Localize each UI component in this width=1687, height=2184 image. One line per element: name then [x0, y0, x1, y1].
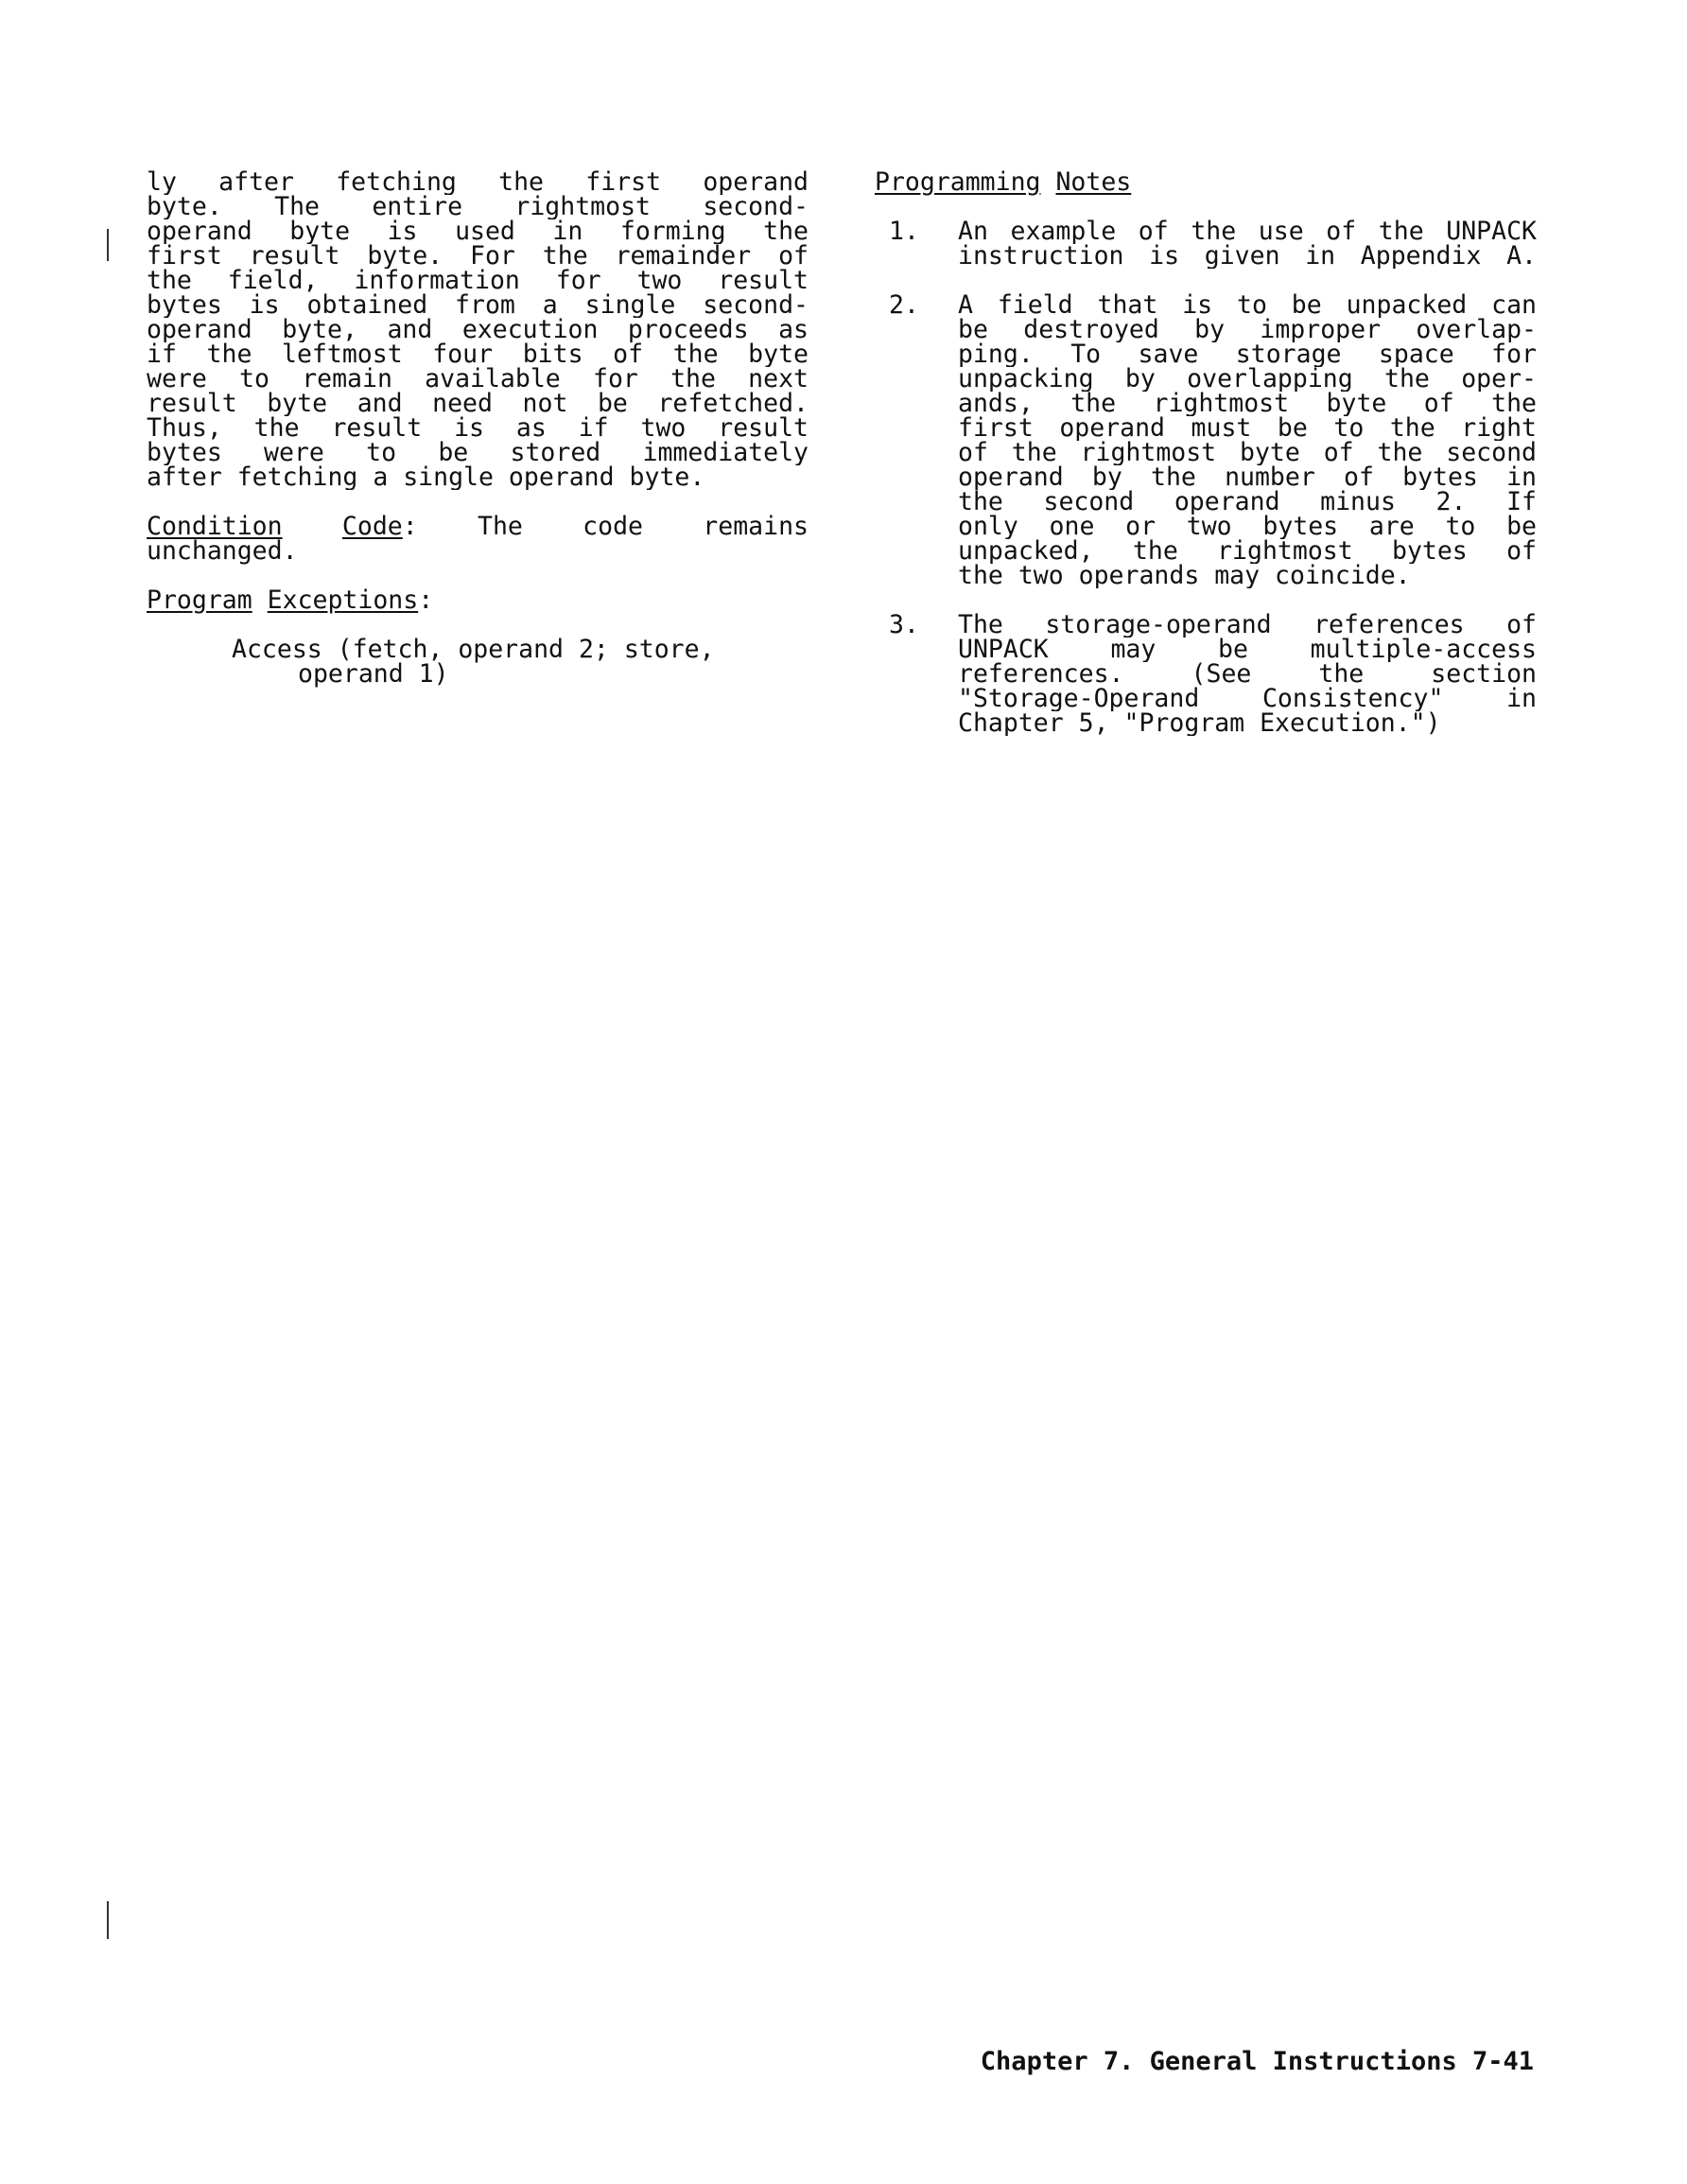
programming-note — [875, 610, 1537, 736]
note-line: UNPACK may be multiple-access — [958, 638, 1537, 662]
note-line: unpacking by overlapping the oper- — [958, 367, 1537, 392]
paragraph-continuation — [147, 170, 809, 490]
condition-code-section — [147, 515, 809, 564]
note-line: only one or two bytes are to be — [958, 515, 1537, 539]
note-number: 1. — [889, 217, 919, 246]
program-exceptions-heading-word2: Exceptions — [267, 585, 419, 615]
note-line: operand by the number of bytes in — [958, 465, 1537, 490]
text-line: first result byte. For the remainder of — [147, 244, 809, 269]
condition-code-heading-word1: Condition — [147, 515, 283, 539]
note-line: of the rightmost byte of the second — [958, 441, 1537, 465]
program-exceptions-access: Access (fetch, operand 2; store, — [232, 635, 715, 664]
program-exceptions-access-cont: operand 1) — [298, 659, 449, 689]
text-line: operand byte, and execution proceeds as — [147, 318, 809, 342]
program-exceptions-heading-word1: Program — [147, 585, 252, 615]
note-line: the second operand minus 2. If — [958, 490, 1537, 515]
text-line: if the leftmost four bits of the byte — [147, 342, 809, 367]
note-line: ands, the rightmost byte of the — [958, 392, 1537, 416]
text-line: byte. The entire rightmost second- — [147, 195, 809, 219]
condition-code-text-line2: unchanged. — [147, 536, 298, 566]
text-line: result byte and need not be refetched. — [147, 392, 809, 416]
programming-notes-heading-word1: Programming — [875, 167, 1041, 197]
programming-notes-heading — [875, 167, 1537, 197]
text-line: operand byte is used in forming the — [147, 219, 809, 244]
page-footer: Chapter 7. General Instructions 7-41 — [980, 2047, 1534, 2076]
programming-note — [875, 290, 1537, 588]
note-line: ping. To save storage space for — [958, 342, 1537, 367]
left-column — [147, 170, 809, 687]
note-line: The storage-operand references of — [958, 613, 1537, 638]
programming-notes-heading-word2: Notes — [1055, 167, 1132, 197]
programming-note — [875, 219, 1537, 269]
note-line: references. (See the section — [958, 662, 1537, 687]
revision-bar — [107, 229, 109, 261]
text-line: bytes were to be stored immediately — [147, 441, 809, 465]
note-number: 3. — [889, 610, 919, 639]
note-line: instruction is given in Appendix A. — [958, 244, 1537, 269]
note-number: 2. — [889, 290, 919, 320]
revision-bar — [107, 1901, 109, 1939]
condition-code-text: The code remains — [478, 515, 809, 539]
note-line: "Storage-Operand Consistency" in — [958, 687, 1537, 711]
text-line: after fetching a single operand byte. — [147, 465, 705, 490]
text-line: ly after fetching the first operand — [147, 170, 809, 195]
note-line: Chapter 5, "Program Execution.") — [958, 711, 1441, 736]
heading-colon: : — [402, 515, 418, 539]
text-line: the field, information for two result — [147, 269, 809, 293]
program-exceptions-heading — [147, 585, 809, 615]
right-column — [875, 167, 1537, 736]
text-line: were to remain available for the next — [147, 367, 809, 392]
text-line: bytes is obtained from a single second- — [147, 293, 809, 318]
text-line: Thus, the result is as if two result — [147, 416, 809, 441]
note-line: A field that is to be unpacked can — [958, 293, 1537, 318]
note-line: unpacked, the rightmost bytes of — [958, 539, 1537, 564]
heading-colon: : — [418, 585, 434, 615]
condition-code-heading-word2: Code — [341, 515, 403, 539]
note-line: the two operands may coincide. — [958, 564, 1411, 588]
note-line: be destroyed by improper overlap- — [958, 318, 1537, 342]
program-exceptions-section — [147, 585, 809, 689]
note-line: first operand must be to the right — [958, 416, 1537, 441]
note-line: An example of the use of the UNPACK — [958, 219, 1537, 244]
